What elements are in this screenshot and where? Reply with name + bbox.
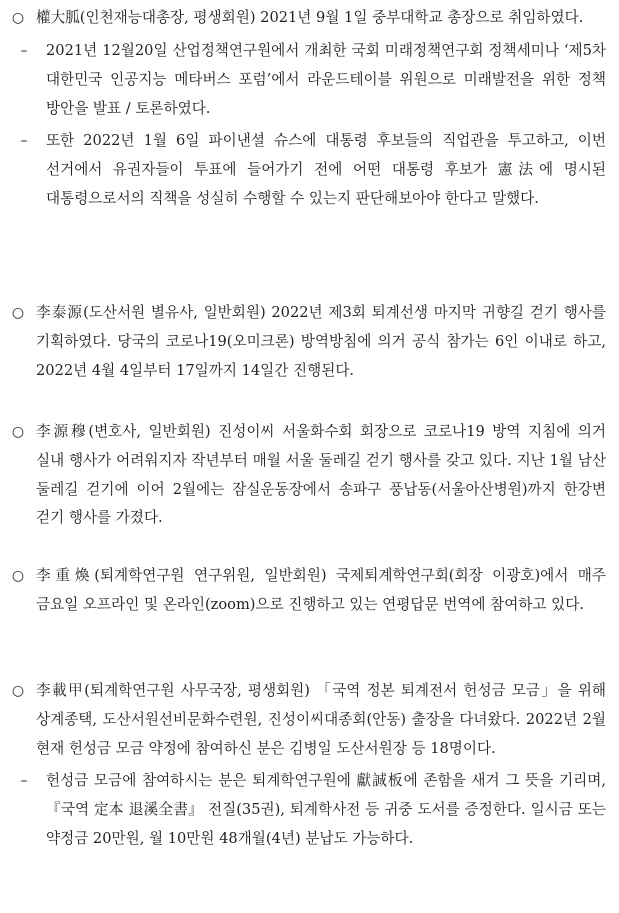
news-item-text: 李泰源(도산서원 별유사, 일반회원) 2022년 제3회 퇴계선생 마지막 귀향길 걷기 행사를 기획하였다. 당국의 코로나19(오미크론) 방역방침에 의거 공식 참가는 6인 이내로 하고, 2022년 4월 4일부터 17일까지 14일간 진행된다. <box>36 304 606 379</box>
sub-item <box>0 767 619 853</box>
sub-item-text: 헌성금 모금에 참여하시는 분은 퇴계학연구원에 獻誠板에 존함을 새겨 그 뜻을 기리며, 『국역 定本 退溪全書』 전질(35권), 퇴계학사전 등 귀중 도서를 증정한다. 일시금 또는 약정금 20만원, 월 10만원 48개월(4년) 분납도 가능하다. <box>46 772 606 847</box>
news-item-2 <box>0 299 619 385</box>
sub-item-text: 2021년 12월20일 산업정책연구원에서 개최한 국회 미래정책연구회 정책세미나 ‘제5차 대한민국 인공지능 메타버스 포럼’에서 라운드테이블 위원으로 미래발전을 위한 정책 방안을 발표 / 토론하였다. <box>46 42 606 117</box>
bullet-circle: ○ <box>11 568 25 584</box>
bullet-dash: – <box>20 133 28 150</box>
bullet-circle: ○ <box>11 305 25 321</box>
sub-item-text: 또한 2022년 1월 6일 파이낸셜 슈스에 대통령 후보들의 직업관을 투고하고, 이번 선거에서 유권자들이 투표에 들어가기 전에 어떤 대통령 후보가 憲法에 명시된 대통령으로서의 직책을 성실히 수행할 수 있는지 판단해보아야 한다고 말했다. <box>46 132 606 207</box>
news-item-3 <box>0 418 619 533</box>
news-item-4 <box>0 562 619 620</box>
sub-item <box>0 37 619 123</box>
bullet-circle: ○ <box>11 683 25 699</box>
bullet-circle: ○ <box>11 424 25 440</box>
bullet-circle: ○ <box>11 10 25 26</box>
news-item-1 <box>0 4 619 214</box>
news-item-text: 權大胍(인천재능대총장, 평생회원) 2021년 9월 1일 중부대학교 총장으로 취임하였다. <box>36 9 584 26</box>
news-item-text: 李載甲(퇴계학연구원 사무국장, 평생회원) 「국역 정본 퇴계전서 헌성금 모금」을 위해 상계종택, 도산서원선비문화수련원, 진성이씨대종회(안동) 출장을 다녀왔다. 2022년 2월 현재 헌성금 모금 약정에 참여하신 분은 김병일 도산서원장 등 18명이다. <box>36 682 606 757</box>
bullet-dash: – <box>20 773 28 790</box>
news-item-5 <box>0 677 619 854</box>
sub-item <box>0 127 619 213</box>
bullet-dash: – <box>20 43 28 59</box>
news-item-text: 李源穆(변호사, 일반회원) 진성이씨 서울화수회 회장으로 코로나19 방역 지침에 의거 실내 행사가 어려워지자 작년부터 매월 서울 둘레길 걷기 행사를 갖고 있다. 지난 1월 남산 둘레길 걷기에 이어 2월에는 잠실운동장에서 송파구 풍납동(서울아산병원)까지 한강변 걷기 행사를 가졌다. <box>36 423 606 527</box>
news-item-text: 李重煥(퇴계학연구원 연구위원, 일반회원) 국제퇴계학연구회(회장 이광호)에서 매주 금요일 오프라인 및 온라인(zoom)으로 진행하고 있는 연평답문 번역에 참여하고 있다. <box>36 567 606 613</box>
